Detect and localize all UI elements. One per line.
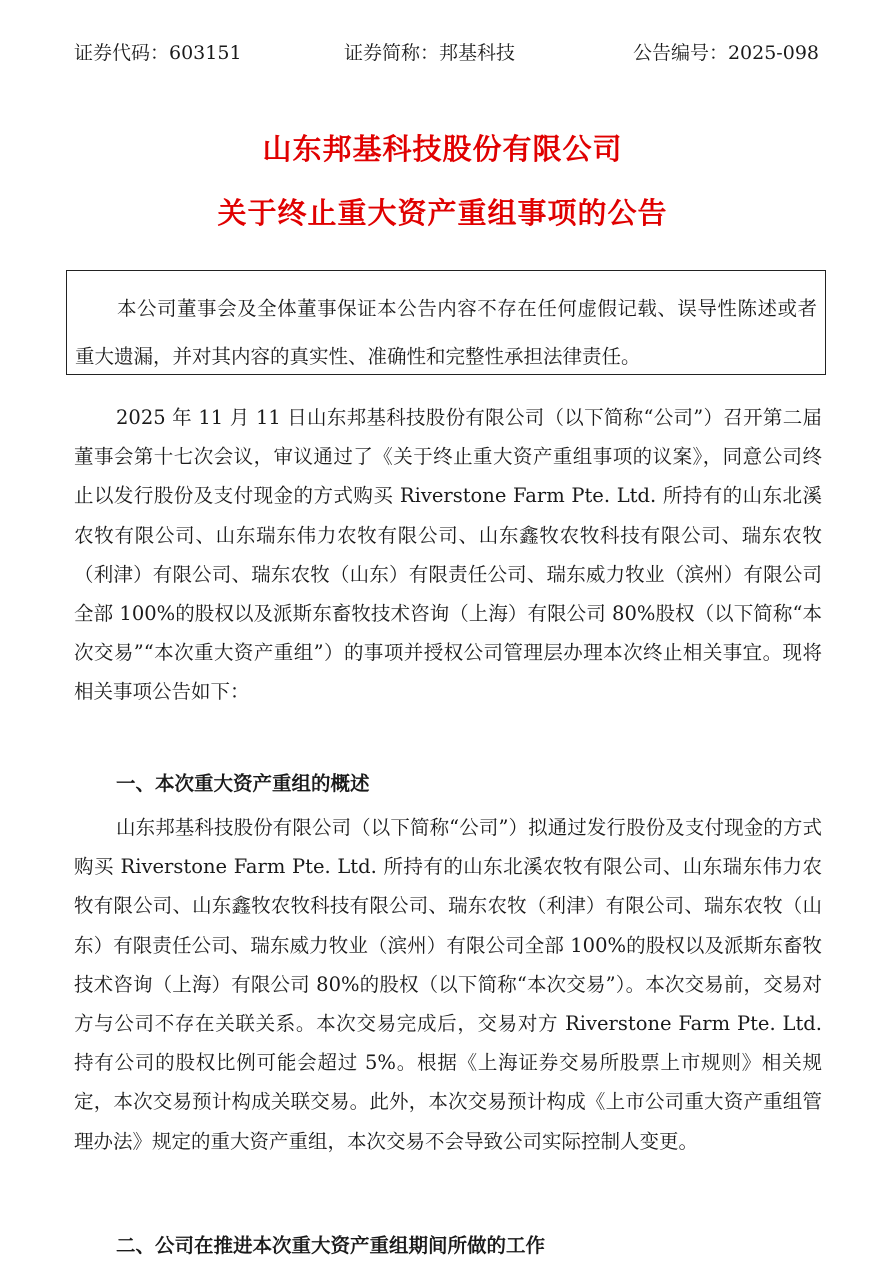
disclaimer-text: 本公司董事会及全体董事保证本公告内容不存在任何虚假记载、误导性陈述或者重大遗漏，并对其内容的真实性、准确性和完整性承担法律责任。 [75,297,817,368]
notice-number: 公告编号：2025-098 [632,42,819,64]
document-header [74,38,819,68]
section-1-paragraph: 山东邦基科技股份有限公司（以下简称“公司”）拟通过发行股份及支付现金的方式购买 Riverstone Farm Pte. Ltd. 所持有的山东北溪农牧有限公司、山东瑞东伟力农牧有限公司、山东鑫牧农牧科技有限公司、瑞东农牧（利津）有限公司、瑞东农牧（山东）有限责任公司、瑞东威力牧业（滨州）有限公司全部 100%的股权以及派斯东畜牧技术咨询（上海）有限公司 80%的股权（以下简称“本次交易”）。本次交易前，交易对方与公司不存在关联关系。本次交易完成后，交易对方 Riverstone Farm Pte. Ltd. 持有公司的股权比例可能会超过 5%。根据《上海证券交易所股票上市规则》相关规定，本次交易预计构成关联交易。此外，本次交易预计构成《上市公司重大资产重组管理办法》规定的重大资产重组，本次交易不会导致公司实际控制人变更。 [74,816,822,1153]
stock-code: 证券代码：603151 [74,42,242,64]
disclaimer-box [66,270,826,375]
stock-abbreviation: 证券简称：邦基科技 [344,42,516,64]
intro-paragraph: 2025 年 11 月 11 日山东邦基科技股份有限公司（以下简称“公司”）召开第二届董事会第十七次会议，审议通过了《关于终止重大资产重组事项的议案》，同意公司终止以发行股份及支付现金的方式购买 Riverstone Farm Pte. Ltd. 所持有的山东北溪农牧有限公司、山东瑞东伟力农牧有限公司、山东鑫牧农牧科技有限公司、瑞东农牧（利津）有限公司、瑞东农牧（山东）有限责任公司、瑞东威力牧业（滨州）有限公司全部 100%的股权以及派斯东畜牧技术咨询（上海）有限公司 80%股权（以下简称“本次交易”“本次重大资产重组”）的事项并授权公司管理层办理本次终止相关事宜。现将相关事项公告如下： [74,406,822,704]
company-title: 山东邦基科技股份有限公司 [262,132,623,166]
section-2-heading: 二、公司在推进本次重大资产重组期间所做的工作 [116,1234,546,1257]
announcement-title: 关于终止重大资产重组事项的公告 [217,196,668,230]
section-1-heading: 一、本次重大资产重组的概述 [116,772,370,795]
